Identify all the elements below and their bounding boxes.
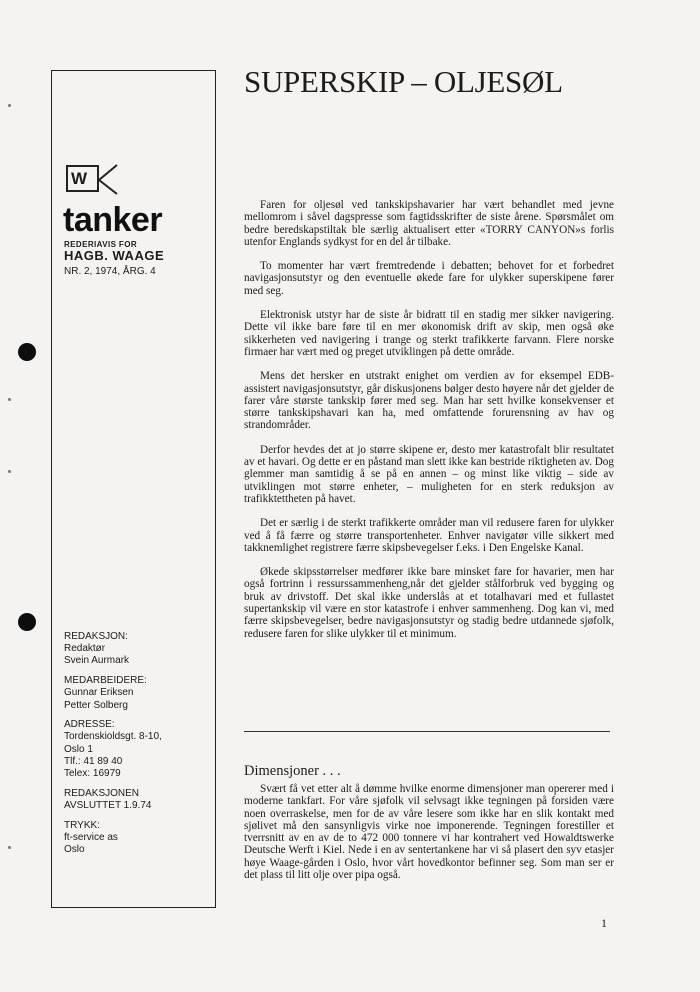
paper-speck [8, 398, 11, 401]
article-paragraph: Det er særlig i de sterkt trafikkerte områder man vil redusere faren for ulykker ved å få færre og større transportenheter. Enhver navigatør ville sikkert med takknemlighet registrere færre skipsbevegelser f.eks. i Den Engelske Kanal. [244, 517, 614, 554]
brand-name: tanker [63, 201, 163, 239]
colophon-line: Oslo 1 [64, 743, 93, 755]
colophon-line: REDAKSJON: [64, 631, 128, 642]
colophon-line: REDAKSJONEN [64, 787, 140, 799]
article-body [244, 199, 614, 640]
article-title: SUPERSKIP – OLJESØL [244, 64, 563, 99]
article-paragraph: Derfor hevdes det at jo større skipene er, desto mer katastrofalt blir resultatet av et havari. Og dette er en påstand man slett ikke kan bestride riktigheten av. Dog glemmer man samtidig å se på en annen – og minst like viktig – side av utviklingen mot større enheter, – muligheten for en sterk reduksjon av trafikktettheten på havet. [244, 443, 614, 505]
colophon-contributors [64, 675, 212, 712]
article-paragraph: Elektronisk utstyr har de siste år bidratt til en stadig mer sikker navigering. Dette vil ikke bare føre til en mer økonomisk drift av skip, men også øke sikkerheten ved navigering i trange og sterkt trafikkerte farvann. Flere norske firmaer har vært med og preget utviklingen på dette område. [244, 309, 614, 358]
colophon-address [64, 719, 212, 780]
colophon-line: Redaktør [64, 643, 106, 655]
colophon-editorial [64, 631, 212, 668]
colophon-line: MEDARBEIDERE: [64, 675, 147, 687]
article-paragraph: Mens det hersker en utstrakt enighet om verdien av for eksempel EDB-assistert navigasjonsutstyr, går diskusjonens bølger desto høyere når det gjelder de farer våre største tankskip fører med seg. Man har sett hvilke konsekvenser et større tankskipshavari kan ha, med omfattende forurensning av hav og strandområder. [244, 370, 614, 432]
colophon-line: Oslo [64, 844, 85, 856]
article-paragraph: Faren for oljesøl ved tankskipshavarier har vært behandlet med jevne mellomrom i såvel dagspresse som fagtidsskrifter de siste årene. Spørsmålet om bedre beredskapstiltak ble særlig aktualisert etter «TORRY CANYON»s forlis utenfor Englands sydkyst for en del år tilbake. [244, 199, 614, 248]
section-divider [244, 731, 610, 732]
issue-info: NR. 2, 1974, ÅRG. 4 [64, 266, 156, 277]
page-number: 1 [601, 916, 607, 930]
paper-speck [8, 104, 11, 107]
colophon-line: ft-service as [64, 831, 118, 843]
article-paragraph: Økede skipsstørrelser medfører ikke bare minsket fare for havarier, men har også fortrinn i ressurssammenheng,når det gjelder stålforbruk ved bygging og bruk av drivstoff. Det skal ikke underslås at et totalhavari med et fullastet supertankskip vil være en stor katastrofe i enhver sammenheng. Dog kan vi, med færre skipsbevegelser, bedre navigasjonsutstyr og stadig bedre utdannede sjøfolk, redusere faren for slike ulykker til et minimum. [244, 566, 614, 640]
colophon-line: TRYKK: [64, 819, 100, 831]
colophon-line: Tordenskioldsgt. 8-10, [64, 731, 162, 743]
colophon-line: Svein Aurmark [64, 655, 130, 667]
section-heading: Dimensjoner . . . [244, 763, 341, 779]
colophon-line: Petter Solberg [64, 699, 128, 711]
paper-speck [8, 846, 11, 849]
colophon-line: Telex: 16979 [64, 768, 121, 780]
section-paragraph: Svært få vet etter alt å dømme hvilke enorme dimensjoner man opererer med i moderne tankfart. For våre sjøfolk vil selvsagt ikke tegningen på forsiden være noen overraskelse, men for de av våre lesere som ikke har en slik kontakt med sjølivet må den sansynligvis virke noe imponerende. Tegningen forestiller et tverrsnitt av en av de to 472 000 tonnere vi har kontrahert ved Howaldtswerke Deutsche Werft i Kiel. Nede i en av sentertankene har vi så plasert den syv etasjer høye Waage-gården i Oslo, hvor vårt hovedkontor befinner seg. Som man ser er det plass til litt olje over pipa også. [244, 783, 614, 882]
punch-hole-bottom [18, 613, 36, 631]
colophon-line: ADRESSE: [64, 719, 115, 731]
article-paragraph: To momenter har vært fremtredende i debatten; behovet for et forbedret navigasjonsutstyr og den eventuelle økede fare for ulykker superskipene fører med seg. [244, 260, 614, 297]
publisher-name: HAGB. WAAGE [64, 248, 165, 263]
publisher-caption: REDERIAVIS FOR [64, 240, 138, 249]
punch-hole-top [18, 343, 36, 361]
colophon-line: Tlf.: 41 89 40 [64, 755, 123, 767]
logo-chevron-icon [97, 163, 119, 196]
colophon-deadline [64, 788, 212, 812]
colophon-line: Gunnar Eriksen [64, 687, 134, 699]
logo-letter: W [71, 169, 88, 188]
waage-logo [66, 165, 99, 192]
masthead-sidebar [51, 70, 216, 908]
colophon-line: AVSLUTTET 1.9.74 [64, 799, 152, 811]
paper-speck [8, 470, 11, 473]
section-body [244, 783, 614, 881]
colophon-print [64, 820, 212, 857]
colophon [64, 631, 212, 864]
